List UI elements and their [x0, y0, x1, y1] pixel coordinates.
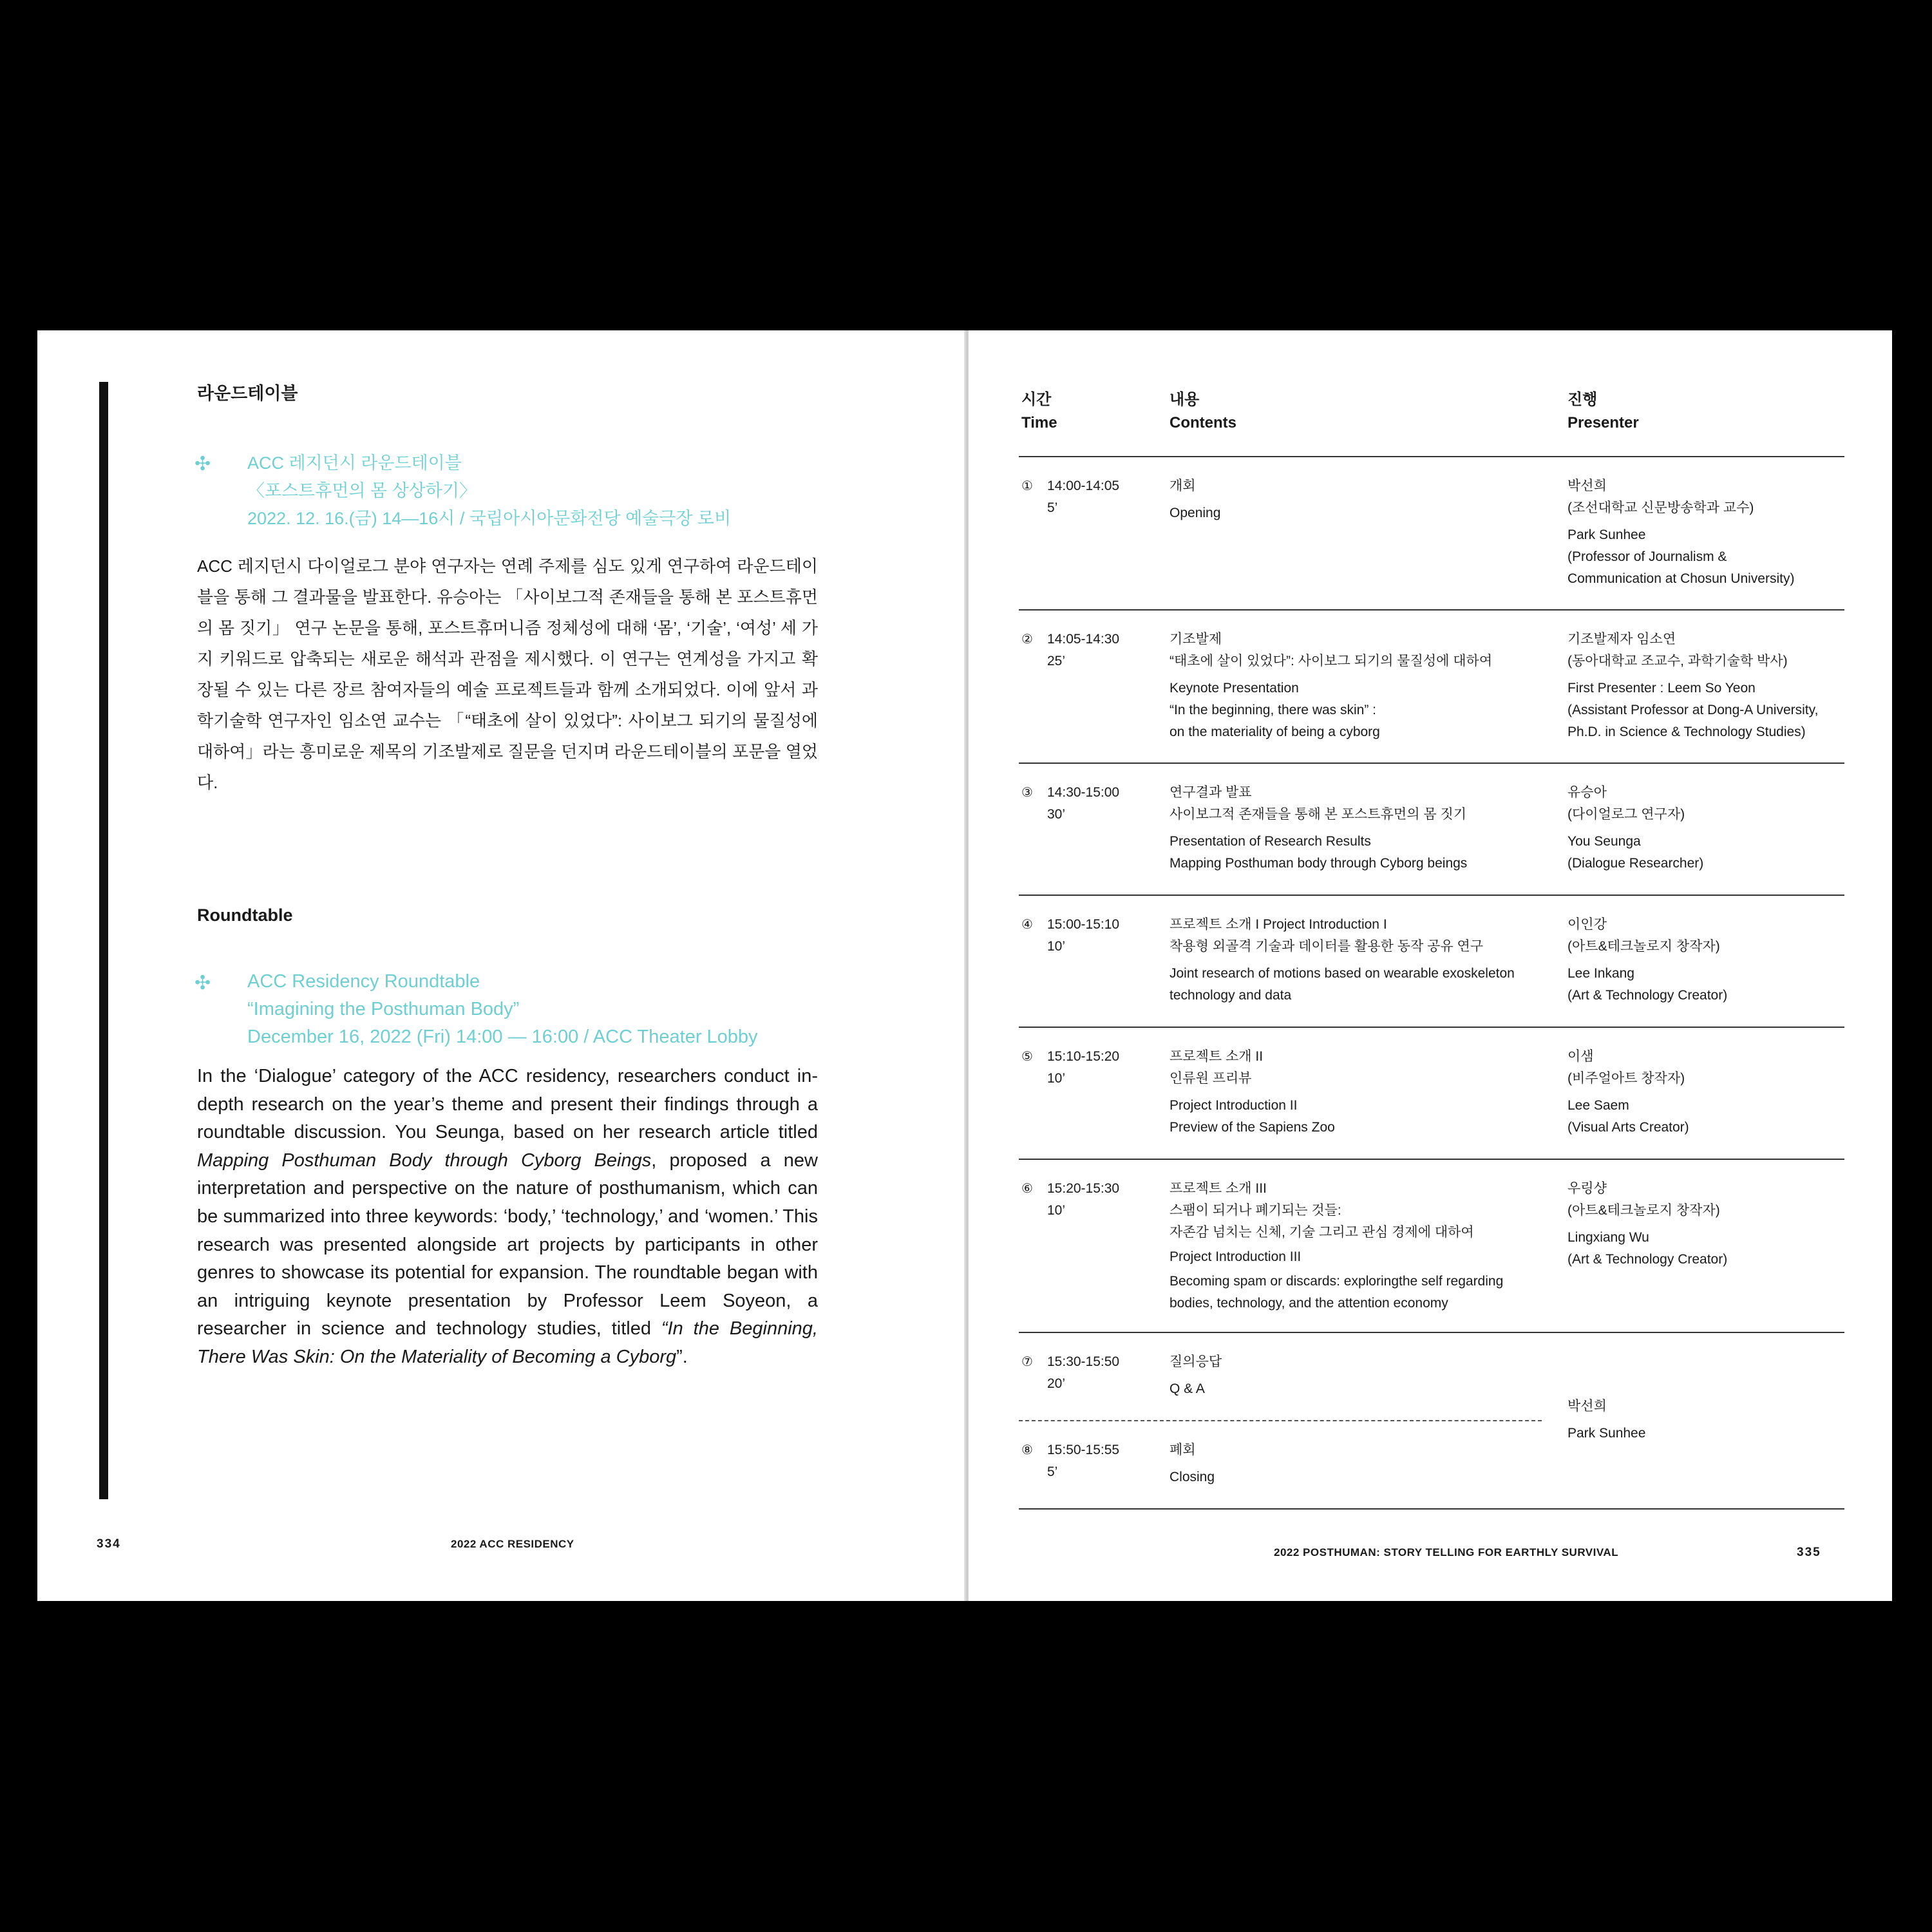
event-mark-ko: ✣ — [194, 453, 211, 475]
table-rule — [1019, 1159, 1844, 1160]
row-time: 15:50-15:55 — [1047, 1443, 1120, 1457]
presenter-line: You Seunga — [1567, 834, 1641, 849]
row-number: ⑤ — [1021, 1050, 1033, 1064]
row-time: 15:20-15:30 — [1047, 1181, 1120, 1196]
table-rule — [1019, 1332, 1844, 1333]
row-contents — [1170, 1351, 1222, 1400]
contents-en: Closing — [1170, 1470, 1215, 1484]
row-time: 14:30-15:00 — [1047, 785, 1120, 800]
header-contents-en: Contents — [1170, 414, 1236, 431]
row-presenter — [1567, 1046, 1689, 1139]
event-line: 〈포스트휴먼의 몸 상상하기〉 — [247, 481, 477, 500]
row-time: 15:00-15:10 — [1047, 917, 1120, 932]
row-time: 15:10-15:20 — [1047, 1049, 1120, 1064]
body-segment: , proposed a new interpretation and perspective on the nature of posthumanism, which can be summarized into three keywords: ‘body,’ ‘technology,’ and ‘women.’ This research was presented alongside art projects by participants in other genres to showcase its potential for expansion. The roundtable began with an intriguing keynote presentation by Professor Leem Soyeon, a researcher in science and technology studies, titled — [197, 1150, 819, 1340]
header-contents-ko: 내용 — [1170, 391, 1200, 408]
presenter-line: 박선희 — [1567, 478, 1607, 493]
side-bar — [99, 382, 108, 1499]
contents-line: 자존감 넘치는 신체, 기술 그리고 관심 경제에 대하여 — [1170, 1225, 1474, 1240]
body-text-ko: ACC 레지던시 다이얼로그 분야 연구자는 연례 주제를 심도 있게 연구하여 라운드테이블을 통해 그 결과물을 발표한다. 유승아는 「사이보그적 존재들을 통해 본 포스트휴먼의 몸 짓기」 연구 논문을 통해, 포스트휴머니즘 정체성에 대해 ‘몸’, ‘기술’, ‘여성’ 세 가지 키워드로 압축되는 새로운 해석과 관점을 제시했다. 이 연구는 연계성을 가지고 확장될 수 있는 다른 장르 참여자들의 예술 프로젝트들과 함께 소개되었다. 이에 앞서 과학기술학 연구자인 임소연 교수는 「“태초에 살이 있었다”: 사이보그 되기의 물질성에 대하여」라는 흥미로운 제목의 기조발제로 질문을 던지며 라운드테이블의 포문을 열었다. — [197, 556, 818, 792]
contents-en: Opening — [1170, 506, 1221, 520]
presenter-line: 기조발제자 임소연 — [1567, 632, 1676, 647]
event-line: ACC 레지던시 라운드테이블 — [247, 453, 462, 473]
row-number: ② — [1021, 632, 1033, 647]
row-presenter — [1567, 1178, 1727, 1271]
contents-line: Preview of the Sapiens Zoo — [1170, 1120, 1335, 1135]
contents-line: Keynote Presentation — [1170, 681, 1299, 696]
presenter-line: (동아대학교 조교수, 과학기술학 박사) — [1567, 654, 1788, 668]
presenter-line: Communication at Chosun University) — [1567, 571, 1795, 586]
event-line: December 16, 2022 (Fri) 14:00 — 16:00 / ACC Theater Lobby — [247, 1027, 758, 1047]
table-rule — [1019, 762, 1844, 764]
row-contents — [1170, 629, 1492, 743]
contents-line: 사이보그적 존재들을 통해 본 포스트휴먼의 몸 짓기 — [1170, 807, 1467, 822]
event-mark-en: ✣ — [194, 972, 211, 994]
presenter-line: 박선희 — [1567, 1399, 1607, 1414]
contents-line: Project Introduction III — [1170, 1249, 1302, 1264]
header-presenter-en: Presenter — [1567, 414, 1639, 431]
row-number: ⑦ — [1021, 1355, 1033, 1369]
presenter-line: (Dialogue Researcher) — [1567, 856, 1704, 871]
contents-line: technology and data — [1170, 988, 1292, 1003]
row-contents — [1170, 1046, 1335, 1139]
presenter-line: 우링샹 — [1567, 1181, 1607, 1196]
contents-ko: 개회 — [1170, 478, 1196, 493]
left-page — [37, 330, 966, 1601]
row-duration: 5’ — [1047, 1464, 1058, 1479]
contents-line: 프로젝트 소개 III — [1170, 1181, 1267, 1196]
table-rule — [1019, 456, 1844, 457]
contents-line: 인류원 프리뷰 — [1170, 1071, 1252, 1086]
row-contents — [1170, 1439, 1215, 1488]
presenter-line: Lee Inkang — [1567, 966, 1634, 981]
presenter-line: (Professor of Journalism & — [1567, 549, 1727, 564]
header-time-en: Time — [1021, 414, 1057, 431]
presenter-line: (다이얼로그 연구자) — [1567, 807, 1685, 822]
contents-line: 연구결과 발표 — [1170, 785, 1252, 800]
contents-en: Q & A — [1170, 1381, 1205, 1396]
event-info-ko — [247, 450, 731, 533]
presenter-line: (아트&테크놀로지 창작자) — [1567, 939, 1720, 954]
header-presenter-ko: 진행 — [1567, 391, 1598, 408]
contents-line: Project Introduction II — [1170, 1098, 1298, 1113]
presenter-line: (아트&테크놀로지 창작자) — [1567, 1203, 1720, 1218]
body-segment: In the ‘Dialogue’ category of the ACC residency, researchers conduct in-depth research on the year’s theme and present their findings through a roundtable discussion. You Seunga, based on her research article titled — [197, 1066, 818, 1143]
row-time: 14:05-14:30 — [1047, 632, 1120, 647]
contents-line: “태초에 살이 있었다”: 사이보그 되기의 물질성에 대하여 — [1170, 654, 1493, 668]
row-time: 15:30-15:50 — [1047, 1354, 1120, 1369]
row-presenter — [1567, 782, 1703, 875]
event-line: ACC Residency Roundtable — [247, 971, 480, 992]
row-number: ⑧ — [1021, 1443, 1033, 1457]
presenter-line: Park Sunhee — [1567, 527, 1646, 542]
row-duration: 25’ — [1047, 654, 1066, 668]
row-duration: 5’ — [1047, 500, 1058, 515]
row-duration: 10’ — [1047, 1203, 1066, 1218]
row-number: ① — [1021, 479, 1033, 493]
presenter-line: 유승아 — [1567, 785, 1607, 800]
presenter-line: (비주얼아트 창작자) — [1567, 1071, 1685, 1086]
row-presenter — [1567, 914, 1727, 1007]
contents-line: Presentation of Research Results — [1170, 834, 1371, 849]
event-line: “Imagining the Posthuman Body” — [247, 999, 520, 1019]
row-contents — [1170, 782, 1467, 875]
presenter-line: First Presenter : Leem So Yeon — [1567, 681, 1756, 696]
presenter-line: (Visual Arts Creator) — [1567, 1120, 1689, 1135]
contents-line: “In the beginning, there was skin” : — [1170, 703, 1377, 717]
row-number: ④ — [1021, 918, 1033, 932]
shared-presenter — [1567, 1396, 1645, 1444]
event-info-en — [247, 968, 758, 1051]
contents-line: 프로젝트 소개 II — [1170, 1049, 1264, 1064]
contents-line: 기조발제 — [1170, 632, 1222, 647]
contents-ko: 폐회 — [1170, 1443, 1196, 1457]
contents-line: 착용형 외골격 기술과 데이터를 활용한 동작 공유 연구 — [1170, 939, 1484, 954]
row-contents — [1170, 914, 1515, 1007]
table-rule — [1019, 609, 1844, 611]
presenter-line: (조선대학교 신문방송학과 교수) — [1567, 500, 1754, 515]
row-time: 14:00-14:05 — [1047, 478, 1120, 493]
row-duration: 20’ — [1047, 1376, 1066, 1391]
presenter-line: (Assistant Professor at Dong-A University, — [1567, 703, 1819, 717]
article-title: Mapping Posthuman Body through Cyborg Beings — [197, 1150, 652, 1171]
header-time-ko: 시간 — [1021, 391, 1052, 408]
row-presenter — [1567, 475, 1794, 590]
contents-line: bodies, technology, and the attention economy — [1170, 1296, 1448, 1311]
row-number: ⑥ — [1021, 1182, 1033, 1196]
presenter-line: (Art & Technology Creator) — [1567, 988, 1728, 1003]
running-title: 2022 POSTHUMAN: STORY TELLING FOR EARTHLY SURVIVAL — [1274, 1546, 1619, 1558]
contents-line: 프로젝트 소개 I Project Introduction I — [1170, 917, 1387, 932]
page-number: 335 — [1797, 1546, 1821, 1559]
row-number: ③ — [1021, 786, 1033, 800]
event-line: 2022. 12. 16.(금) 14—16시 / 국립아시아문화전당 예술극장 로비 — [247, 509, 732, 528]
row-duration: 30’ — [1047, 807, 1066, 822]
contents-line: Becoming spam or discards: exploringthe self regarding — [1170, 1274, 1504, 1289]
section-title-en: Roundtable — [197, 905, 293, 925]
header-time — [1021, 388, 1057, 435]
presenter-line: 이인강 — [1567, 917, 1607, 932]
section-title-ko: 라운드테이블 — [197, 384, 298, 403]
contents-ko: 질의응답 — [1170, 1354, 1222, 1369]
row-contents — [1170, 1178, 1503, 1314]
header-presenter — [1567, 388, 1639, 435]
row-duration: 10’ — [1047, 1071, 1066, 1086]
contents-line: Mapping Posthuman body through Cyborg beings — [1170, 856, 1468, 871]
body-text-en — [197, 1063, 818, 1372]
row-presenter — [1567, 629, 1818, 743]
presenter-line: 이샘 — [1567, 1049, 1594, 1064]
table-rule — [1019, 895, 1844, 896]
running-title: 2022 ACC RESIDENCY — [451, 1538, 574, 1550]
keynote-title: “In the Beginning, There Was Skin: On the Materiality of Becoming a Cyborg — [197, 1318, 818, 1367]
row-contents — [1170, 475, 1220, 524]
contents-line: on the materiality of being a cyborg — [1170, 724, 1380, 739]
body-segment: ”. — [676, 1346, 688, 1367]
row-duration: 10’ — [1047, 939, 1066, 954]
table-rule — [1019, 1508, 1844, 1510]
presenter-line: (Art & Technology Creator) — [1567, 1252, 1728, 1267]
right-page — [969, 330, 1892, 1601]
presenter-line: Ph.D. in Science & Technology Studies) — [1567, 724, 1806, 739]
presenter-line: Park Sunhee — [1567, 1426, 1646, 1441]
contents-line: 스팸이 되거나 폐기되는 것들: — [1170, 1203, 1341, 1218]
table-rule — [1019, 1027, 1844, 1028]
contents-line: Joint research of motions based on wearable exoskeleton — [1170, 966, 1515, 981]
header-contents — [1170, 388, 1236, 435]
presenter-line: Lee Saem — [1567, 1098, 1629, 1113]
page-number: 334 — [97, 1537, 121, 1551]
table-dashed-rule — [1019, 1420, 1542, 1421]
presenter-line: Lingxiang Wu — [1567, 1230, 1649, 1245]
